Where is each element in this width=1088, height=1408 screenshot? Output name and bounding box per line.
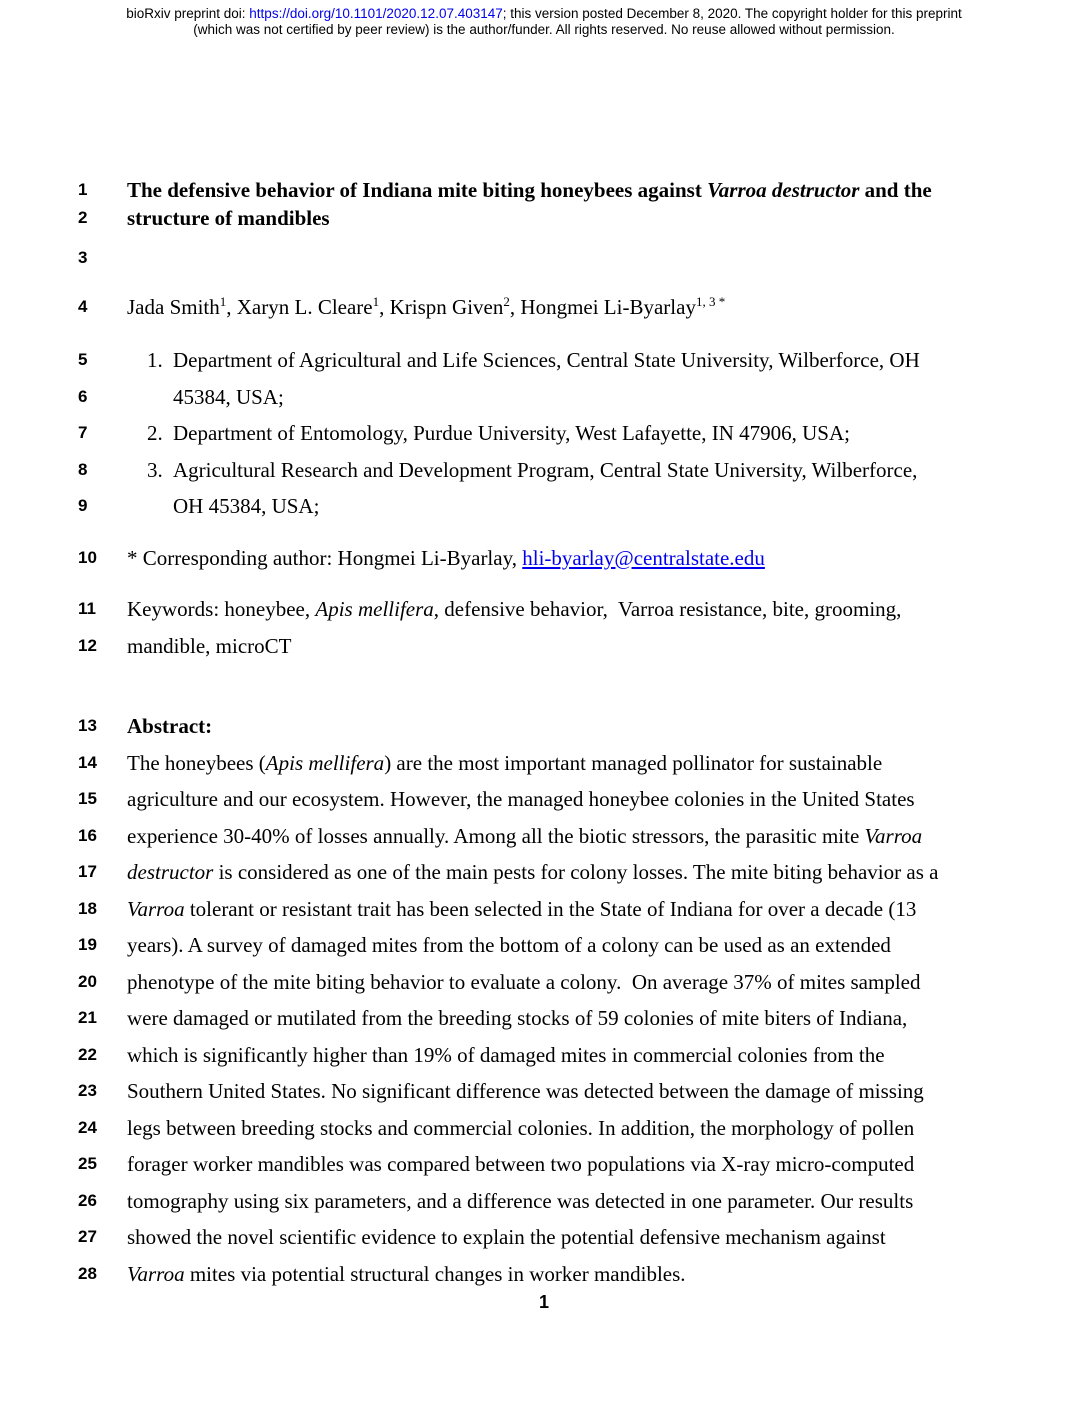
line-text bbox=[127, 1183, 1088, 1220]
author-affiliation-superscript: 1 bbox=[372, 293, 380, 309]
line-number: 21 bbox=[78, 1008, 97, 1027]
line-text bbox=[127, 628, 1088, 665]
text-segment: Agricultural Research and Development Program, Central State University, Wilberforce, bbox=[173, 457, 918, 482]
line-text bbox=[147, 415, 1088, 452]
doc-line bbox=[0, 1183, 1088, 1220]
line-number: 27 bbox=[78, 1227, 97, 1246]
text-segment: The defensive behavior of Indiana mite biting honeybees against bbox=[127, 178, 708, 202]
text-segment: Varroa bbox=[864, 823, 923, 848]
line-text bbox=[127, 289, 1088, 326]
doc-line bbox=[0, 964, 1088, 1001]
text-segment: Varroa bbox=[127, 896, 185, 921]
author-affiliation-superscript: 1 bbox=[219, 293, 227, 309]
doc-line bbox=[0, 379, 1088, 416]
header-text-suffix: ; this version posted December 8, 2020. The copyright holder for this preprint bbox=[502, 6, 962, 21]
text-segment: Varroa bbox=[127, 1261, 185, 1286]
doc-line bbox=[0, 452, 1088, 489]
line-number: 7 bbox=[78, 423, 88, 442]
doc-line bbox=[0, 708, 1088, 745]
line-text bbox=[127, 1219, 1088, 1256]
email-link[interactable]: hli-byarlay@centralstate.edu bbox=[522, 545, 765, 570]
doc-line bbox=[0, 745, 1088, 782]
text-segment: Jada Smith bbox=[127, 294, 220, 319]
line-number: 25 bbox=[78, 1154, 97, 1173]
line-number: 2 bbox=[78, 208, 88, 227]
text-segment: * Corresponding author: Hongmei Li-Byarlay, bbox=[127, 545, 523, 570]
doc-line bbox=[0, 1256, 1088, 1293]
line-number: 8 bbox=[78, 459, 88, 479]
text-segment: , Hongmei Li-Byarlay bbox=[509, 294, 696, 319]
text-segment: Department of Entomology, Purdue University, West Lafayette, IN 47906, USA; bbox=[173, 421, 850, 445]
line-number: 12 bbox=[78, 635, 97, 655]
page-number: 1 bbox=[538, 1292, 549, 1312]
preprint-header-line2: (which was not certified by peer review) is the author/funder. All rights reserved. No reuse allowed without permission. bbox=[193, 22, 895, 37]
line-number: 14 bbox=[78, 752, 97, 772]
line-text bbox=[127, 964, 1088, 1001]
line-number: 6 bbox=[78, 386, 88, 406]
line-text bbox=[127, 854, 1088, 891]
text-segment: agriculture and our ecosystem. However, the managed honeybee colonies in the United States bbox=[127, 787, 915, 811]
line-number: 15 bbox=[78, 789, 97, 808]
doi-link[interactable]: https://doi.org/10.1101/2020.12.07.403147 bbox=[249, 6, 503, 21]
line-number: 20 bbox=[78, 971, 97, 991]
text-segment: ) are the most important managed pollinator for sustainable bbox=[384, 750, 883, 775]
text-segment: , defensive behavior, Varroa resistance, bite, grooming, bbox=[433, 597, 902, 621]
text-segment: tomography using six parameters, and a difference was detected in one parameter. Our results bbox=[127, 1188, 914, 1213]
text-segment: Department of Agricultural and Life Sciences, Central State University, Wilberforce, OH bbox=[173, 348, 920, 372]
line-text bbox=[127, 1146, 1088, 1183]
text-segment: showed the novel scientific evidence to explain the potential defensive mechanism against bbox=[127, 1225, 886, 1249]
text-segment: experience 30-40% of losses annually. Among all the biotic stressors, the parasitic mite bbox=[127, 823, 865, 848]
doc-line bbox=[0, 628, 1088, 665]
text-segment: 45384, USA; bbox=[173, 384, 284, 409]
doc-line bbox=[0, 891, 1088, 928]
line-number: 24 bbox=[78, 1117, 97, 1137]
header-text-prefix: bioRxiv preprint doi: bbox=[126, 6, 250, 21]
line-number: 1 bbox=[78, 180, 88, 199]
line-text bbox=[127, 204, 1088, 232]
line-number: 17 bbox=[78, 862, 97, 881]
line-text bbox=[127, 1110, 1088, 1147]
text-segment: forager worker mandibles was compared between two populations via X-ray micro-computed bbox=[127, 1152, 915, 1176]
preprint-header-line1 bbox=[0, 6, 1088, 22]
doc-line bbox=[0, 415, 1088, 452]
doc-line bbox=[0, 540, 1088, 577]
line-number: 9 bbox=[78, 496, 88, 515]
doc-line bbox=[0, 591, 1088, 628]
doc-line bbox=[0, 854, 1088, 891]
doc-line bbox=[0, 342, 1088, 379]
line-number: 26 bbox=[78, 1190, 97, 1210]
text-segment: tolerant or resistant trait has been selected in the State of Indiana for over a decade (13 bbox=[184, 896, 917, 921]
line-number: 11 bbox=[78, 599, 96, 618]
doc-line bbox=[0, 818, 1088, 855]
line-text bbox=[127, 1037, 1088, 1074]
text-segment: structure of mandibles bbox=[127, 206, 330, 230]
line-text bbox=[127, 176, 1088, 204]
doc-line bbox=[0, 781, 1088, 818]
line-text bbox=[127, 591, 1088, 628]
text-segment: Apis mellifera bbox=[265, 750, 385, 775]
text-segment: mandible, microCT bbox=[127, 633, 292, 658]
line-text bbox=[127, 818, 1088, 855]
document-body bbox=[0, 176, 1088, 1292]
line-number: 22 bbox=[78, 1044, 97, 1064]
text-segment: which is significantly higher than 19% of damaged mites in commercial colonies from the bbox=[127, 1042, 885, 1067]
line-number: 19 bbox=[78, 935, 97, 954]
author-affiliation-superscript: 2 bbox=[503, 293, 510, 309]
text-segment: legs between breeding stocks and commercial colonies. In addition, the morphology of pollen bbox=[127, 1115, 915, 1140]
line-number: 23 bbox=[78, 1081, 97, 1100]
line-number: 10 bbox=[78, 547, 97, 567]
author-affiliation-superscript: 1, 3 * bbox=[695, 293, 726, 309]
doc-line bbox=[0, 176, 1088, 204]
line-text bbox=[127, 708, 1088, 745]
text-segment: OH 45384, USA; bbox=[173, 494, 320, 518]
line-text bbox=[127, 540, 1088, 577]
doc-line bbox=[0, 488, 1088, 525]
line-number: 4 bbox=[78, 296, 88, 316]
line-text bbox=[127, 1073, 1088, 1110]
line-number: 13 bbox=[78, 716, 97, 735]
doc-line bbox=[0, 1146, 1088, 1183]
doc-line bbox=[0, 1110, 1088, 1147]
text-segment: phenotype of the mite biting behavior to evaluate a colony. On average 37% of mites sampled bbox=[127, 969, 921, 994]
text-segment: mites via potential structural changes in worker mandibles. bbox=[184, 1261, 686, 1286]
list-marker: 1. bbox=[147, 348, 163, 372]
doc-line bbox=[0, 927, 1088, 964]
line-text bbox=[127, 927, 1088, 964]
line-text bbox=[127, 781, 1088, 818]
line-text bbox=[127, 1256, 1088, 1293]
doc-line bbox=[0, 240, 1088, 277]
text-segment: Keywords: honeybee, bbox=[127, 597, 316, 621]
text-segment: Apis mellifera bbox=[315, 597, 434, 621]
text-segment: is considered as one of the main pests for colony losses. The mite biting behavior as a bbox=[213, 860, 939, 884]
text-segment: years). A survey of damaged mites from the bottom of a colony can be used as an extended bbox=[127, 933, 891, 957]
list-marker: 3. bbox=[147, 457, 163, 482]
line-text bbox=[173, 379, 1088, 416]
list-marker: 2. bbox=[147, 421, 163, 445]
line-text bbox=[127, 891, 1088, 928]
text-segment: , Krispn Given bbox=[379, 294, 504, 319]
line-number: 5 bbox=[78, 350, 88, 369]
line-text bbox=[147, 452, 1088, 489]
line-number: 16 bbox=[78, 825, 97, 845]
doc-line bbox=[0, 1000, 1088, 1037]
doc-line bbox=[0, 1219, 1088, 1256]
line-number: 3 bbox=[78, 248, 88, 267]
line-number: 18 bbox=[78, 898, 97, 918]
doc-line bbox=[0, 1073, 1088, 1110]
text-segment: Southern United States. No significant difference was detected between the damage of missing bbox=[127, 1079, 924, 1103]
doc-line bbox=[0, 1037, 1088, 1074]
text-segment: , Xaryn L. Cleare bbox=[226, 294, 373, 319]
text-segment: destructor bbox=[127, 860, 214, 884]
line-text bbox=[147, 342, 1088, 379]
line-text bbox=[173, 488, 1088, 525]
text-segment: Varroa destructor bbox=[707, 178, 860, 202]
line-number: 28 bbox=[78, 1263, 97, 1283]
text-segment: Abstract: bbox=[127, 714, 213, 738]
text-segment: The honeybees ( bbox=[127, 750, 266, 775]
doc-line bbox=[0, 204, 1088, 232]
preprint-header bbox=[0, 6, 1088, 38]
line-text bbox=[127, 1000, 1088, 1037]
text-segment: were damaged or mutilated from the breeding stocks of 59 colonies of mite biters of Indiana, bbox=[127, 1006, 908, 1030]
line-text bbox=[127, 745, 1088, 782]
text-segment: and the bbox=[859, 178, 932, 202]
doc-line bbox=[0, 289, 1088, 326]
